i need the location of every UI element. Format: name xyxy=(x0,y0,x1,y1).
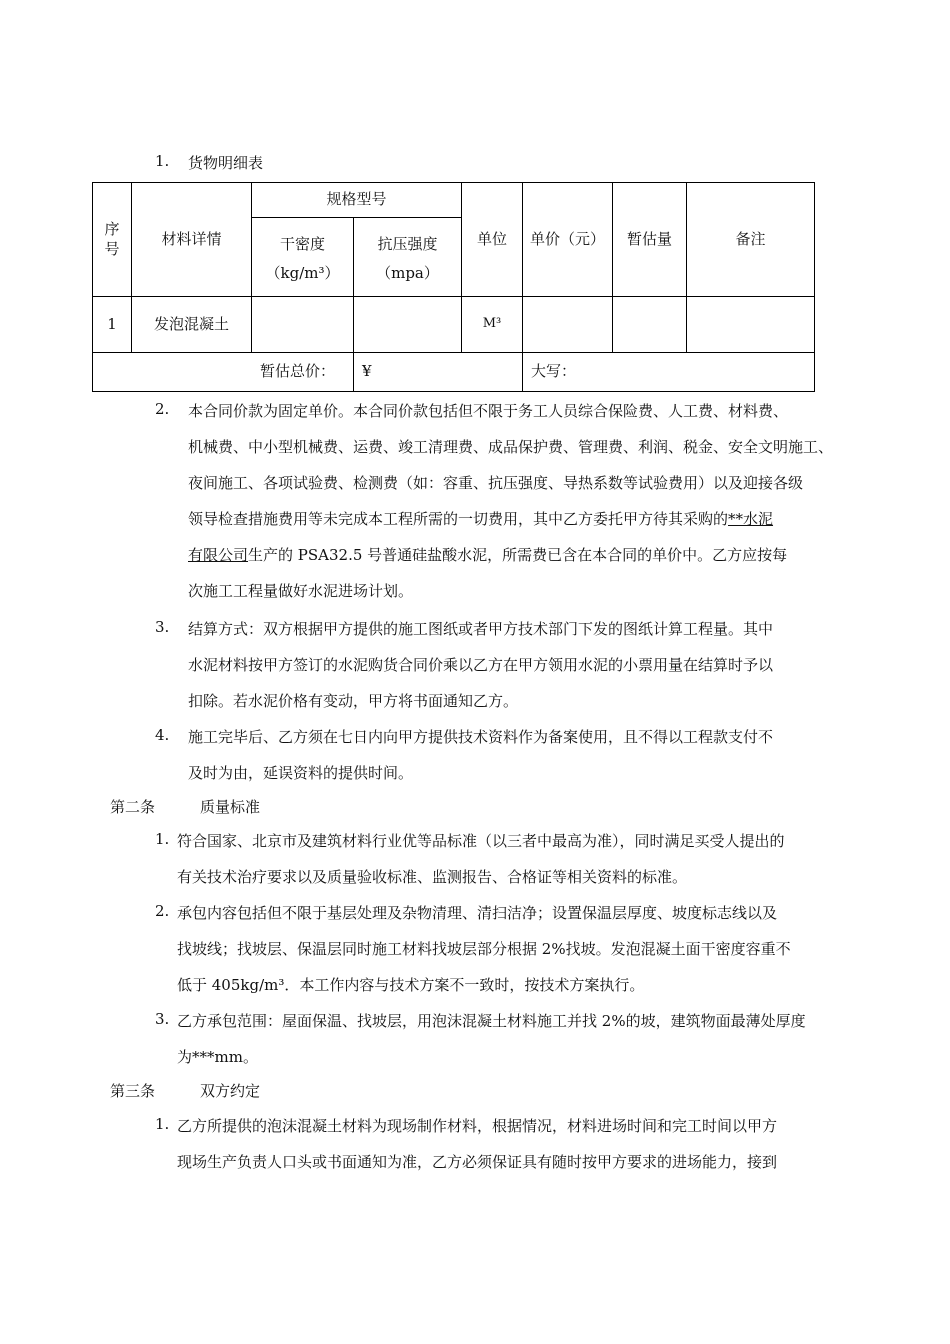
item-2-line-4b: **水泥 xyxy=(728,510,774,528)
item-2-line-4a: 领导检查措施费用等未完成本工程所需的一切费用，其中乙方委托甲方待其采购的 xyxy=(188,510,729,528)
article-2-item-2-line-1: 承包内容包括但不限于基层处理及杂物清理、清扫洁净；设置保温层厚度、坡度标志线以及 xyxy=(177,904,778,922)
cell-material: 发泡混凝土 xyxy=(132,297,252,353)
header-remark: 备注 xyxy=(687,183,815,297)
item-4-number: 4. xyxy=(155,726,170,744)
article-2-item-2-line-2: 找坡线；找坡层、保温层同时施工材料找坡层部分根据 2%找坡。发泡混凝土面干密度容重不 xyxy=(177,940,791,958)
header-density-unit: （kg/m³） xyxy=(265,264,340,282)
table-total-row xyxy=(93,353,815,392)
item-2-line-1: 本合同价款为固定单价。本合同价款包括但不限于务工人员综合保险费、人工费、材料费、 xyxy=(188,402,789,420)
header-price: 单价（元） xyxy=(523,183,613,297)
item-2-line-5b: 生产的 PSA32.5 号普通硅盐酸水泥，所需费已含在本合同的单价中。乙方应按每 xyxy=(248,546,788,564)
article-2-item-3-line-1: 乙方承包范围：屋面保温、找坡层，用泡沫混凝土材料施工并找 2%的坡，建筑物面最薄处厚度 xyxy=(177,1012,806,1030)
header-qty: 暂估量 xyxy=(613,183,687,297)
article-3-title: 双方约定 xyxy=(200,1082,261,1100)
article-2-title: 质量标准 xyxy=(200,798,261,816)
cell-seq: 1 xyxy=(93,297,132,353)
item-2-line-2: 机械费、中小型机械费、运费、竣工清理费、成品保护费、管理费、利润、税金、安全文明施工、 xyxy=(188,438,834,456)
item-2-line-6: 次施工工程量做好水泥进场计划。 xyxy=(188,582,414,600)
header-spec: 规格型号 xyxy=(252,183,462,218)
item-3-line-2: 水泥材料按甲方签订的水泥购货合同价乘以乙方在甲方领用水泥的小票用量在结算时予以 xyxy=(188,656,774,674)
header-seq-a: 序 xyxy=(104,220,120,238)
article-3-item-1-number: 1. xyxy=(155,1115,170,1133)
item-2-line-3: 夜间施工、各项试验费、检测费（如：容重、抗压强度、导热系数等试验费用）以及迎接各级 xyxy=(188,474,804,492)
header-seq-b: 号 xyxy=(104,239,120,258)
item-4-line-1: 施工完毕后、乙方须在七日内向甲方提供技术资料作为备案使用，且不得以工程款支付不 xyxy=(188,728,774,746)
header-unit: 单位 xyxy=(462,183,523,297)
item-3-number: 3. xyxy=(155,618,170,636)
article-2-item-1-line-2: 有关技术治疗要求以及质量验收标准、监测报告、合格证等相关资料的标准。 xyxy=(177,868,688,886)
article-3-item-1-line-1: 乙方所提供的泡沫混凝土材料为现场制作材料，根据情况，材料进场时间和完工时间以甲方 xyxy=(177,1117,778,1135)
cell-price xyxy=(523,297,613,353)
item-2-line-5a: 有限公司 xyxy=(188,546,249,564)
item-2-line-5 xyxy=(188,544,787,565)
cell-density xyxy=(252,297,354,353)
article-2-item-3-number: 3. xyxy=(155,1010,170,1028)
item-2-line-4 xyxy=(188,508,773,529)
header-seq xyxy=(93,183,132,297)
total-capital: 大写： xyxy=(523,353,815,392)
header-density-label: 干密度 xyxy=(279,235,325,253)
item-3-line-3: 扣除。若水泥价格有变动，甲方将书面通知乙方。 xyxy=(188,692,519,710)
header-material: 材料详情 xyxy=(132,183,252,297)
table-header-row xyxy=(93,183,815,218)
article-2-item-1-line-1: 符合国家、北京市及建筑材料行业优等品标准（以三者中最高为准），同时满足买受人提出的 xyxy=(177,832,785,850)
cell-qty xyxy=(613,297,687,353)
item-1-number: 1. xyxy=(155,152,170,170)
article-2-item-2-line-3: 低于 405kg/m³．本工作内容与技术方案不一致时，按技术方案执行。 xyxy=(177,976,645,994)
header-density xyxy=(252,218,354,297)
cell-strength xyxy=(354,297,462,353)
total-currency: ¥ xyxy=(354,353,523,392)
cell-remark xyxy=(687,297,815,353)
header-strength-label: 抗压强度 xyxy=(377,235,438,253)
article-2-label: 第二条 xyxy=(110,798,156,816)
article-2-item-2-number: 2. xyxy=(155,902,170,920)
item-2-number: 2. xyxy=(155,400,170,418)
item-4-line-2: 及时为由，延误资料的提供时间。 xyxy=(188,764,414,782)
item-1-title: 货物明细表 xyxy=(188,154,264,172)
article-3-item-1-line-2: 现场生产负责人口头或书面通知为准，乙方必须保证具有随时按甲方要求的进场能力，接到 xyxy=(177,1153,778,1171)
article-2-item-1-number: 1. xyxy=(155,830,170,848)
header-strength xyxy=(354,218,462,297)
item-3-line-1: 结算方式：双方根据甲方提供的施工图纸或者甲方技术部门下发的图纸计算工程量。其中 xyxy=(188,620,774,638)
article-2-item-3-line-2: 为***mm。 xyxy=(177,1048,258,1066)
cell-unit: M³ xyxy=(462,297,523,353)
header-strength-unit: （mpa） xyxy=(376,264,439,282)
table-row xyxy=(93,297,815,353)
article-3-label: 第三条 xyxy=(110,1082,156,1100)
goods-table xyxy=(92,182,815,392)
total-label-text: 暂估总价： xyxy=(259,362,335,381)
total-label xyxy=(93,353,354,392)
